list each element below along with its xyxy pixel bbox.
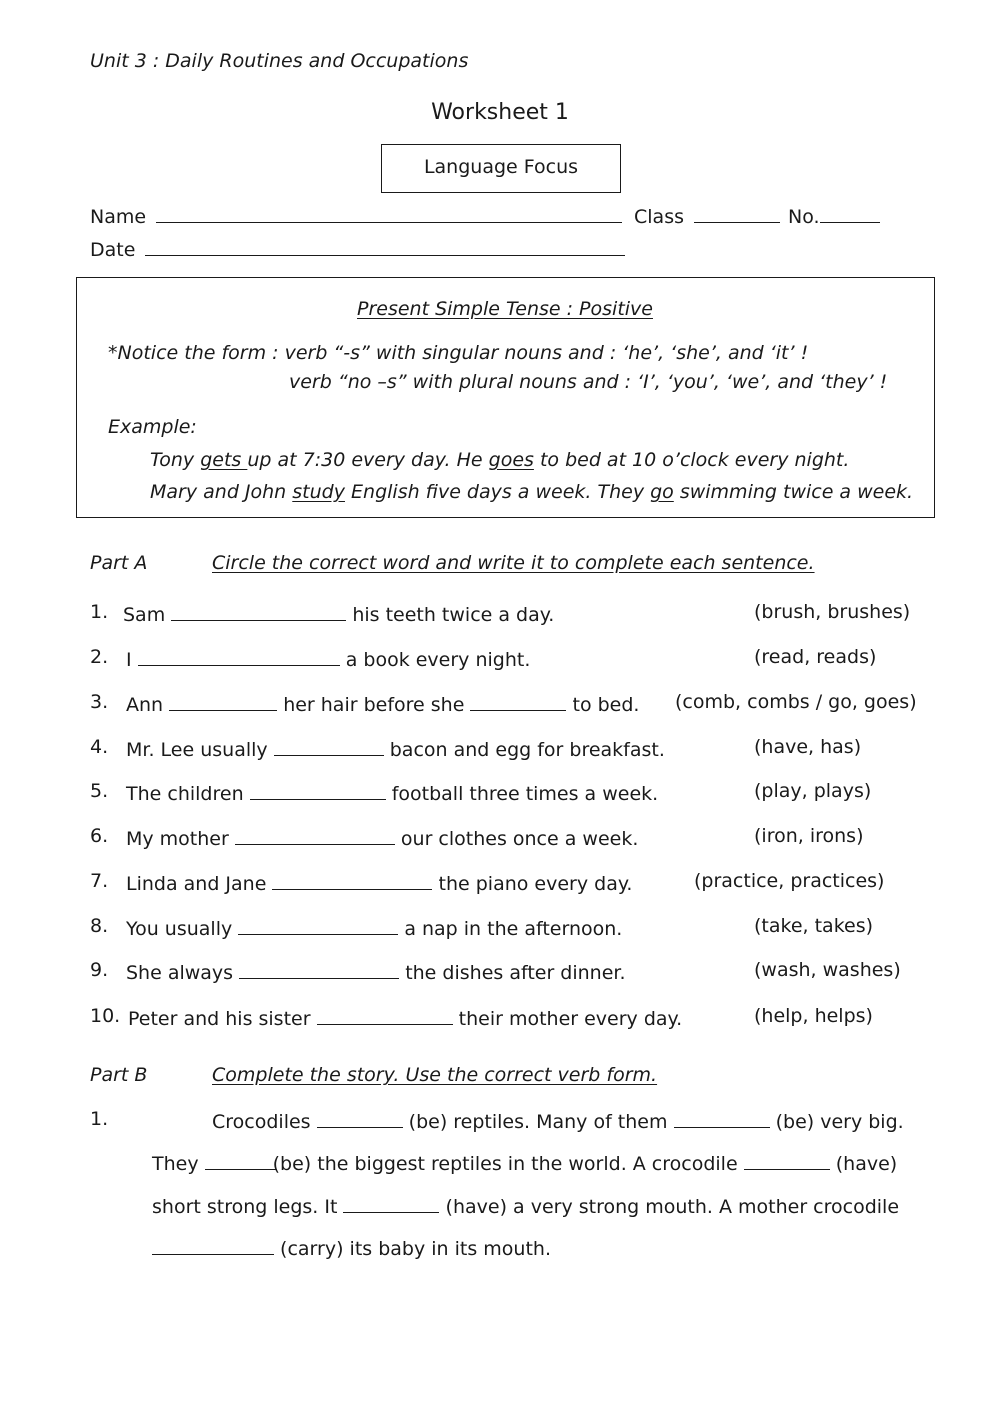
question-2	[90, 646, 920, 674]
name-row	[90, 203, 622, 228]
question-text	[123, 601, 554, 626]
part-a-instruction: Circle the correct word and write it to complete each sentence.	[212, 552, 815, 574]
question-options: (practice, practices)	[694, 870, 885, 892]
question-after: to bed.	[572, 694, 640, 716]
answer-blank[interactable]	[239, 959, 399, 979]
question-8	[90, 915, 920, 943]
language-focus-box	[381, 144, 621, 193]
question-number: 3.	[90, 691, 109, 713]
question-number: 4.	[90, 736, 109, 758]
no-field[interactable]	[820, 203, 880, 223]
question-number: 6.	[90, 825, 109, 847]
name-label: Name	[90, 206, 147, 228]
question-text	[126, 736, 665, 761]
question-after: bacon and egg for breakfast.	[389, 739, 665, 761]
answer-blank[interactable]	[238, 915, 398, 935]
question-5	[90, 780, 920, 808]
question-number: 9.	[90, 959, 109, 981]
question-text	[126, 825, 638, 850]
question-after: his teeth twice a day.	[352, 604, 555, 626]
class-row	[634, 203, 780, 228]
story-blank[interactable]	[674, 1108, 770, 1128]
question-after: a book every night.	[345, 649, 531, 671]
question-before: Mr. Lee usually	[126, 739, 268, 761]
question-number: 1.	[90, 601, 109, 623]
example1-part-c: up at 7:30 every day. He	[247, 449, 489, 471]
part-b-instruction: Complete the story. Use the correct verb form.	[212, 1064, 658, 1086]
answer-blank[interactable]	[235, 825, 395, 845]
example1-verb-gets: gets	[200, 449, 248, 471]
question-options: (brush, brushes)	[754, 601, 911, 623]
question-9	[90, 959, 920, 987]
story-text: (have)	[835, 1153, 898, 1175]
question-4	[90, 736, 920, 764]
question-before: Linda and Jane	[126, 873, 267, 895]
grammar-title: Present Simple Tense : Positive	[357, 298, 653, 320]
question-options: (take, takes)	[754, 915, 874, 937]
answer-blank[interactable]	[317, 1005, 453, 1025]
story-blank[interactable]	[205, 1150, 277, 1170]
question-number: 7.	[90, 870, 109, 892]
language-focus-label: Language Focus	[423, 156, 579, 178]
question-number: 5.	[90, 780, 109, 802]
question-text	[126, 691, 639, 716]
example2-verb-go: go	[650, 481, 674, 503]
question-before: Peter and his sister	[128, 1008, 311, 1030]
example1-part-a: Tony	[150, 449, 201, 471]
story-blank[interactable]	[152, 1235, 274, 1255]
example2-part-e: swimming twice a week.	[673, 481, 914, 503]
no-row	[788, 203, 880, 228]
story-line-3	[152, 1193, 899, 1218]
question-options: (comb, combs / go, goes)	[675, 691, 917, 713]
story-line-2	[152, 1150, 897, 1175]
question-options: (help, helps)	[754, 1005, 873, 1027]
question-after: the dishes after dinner.	[405, 962, 626, 984]
question-after: a nap in the afternoon.	[404, 918, 623, 940]
example2-part-a: Mary and John	[150, 481, 293, 503]
question-options: (wash, washes)	[754, 959, 901, 981]
story-blank[interactable]	[317, 1108, 403, 1128]
question-text	[128, 1005, 682, 1030]
answer-blank[interactable]	[171, 601, 346, 621]
example1-verb-goes: goes	[488, 449, 534, 471]
notice-line-1: *Notice the form : verb “-s” with singular nouns and : ‘he’, ‘she’, and ‘it’ !	[108, 342, 809, 364]
question-after: their mother every day.	[458, 1008, 683, 1030]
story-line-4	[152, 1235, 551, 1260]
part-a-label: Part A	[90, 552, 148, 574]
class-field[interactable]	[694, 203, 780, 223]
date-field[interactable]	[145, 236, 625, 256]
story-text: (carry) its baby in its mouth.	[280, 1238, 551, 1260]
example-label: Example:	[108, 416, 197, 438]
story-blank[interactable]	[343, 1193, 439, 1213]
notice-line-2: verb “no –s” with plural nouns and : ‘I’, ‘you’, ‘we’, and ‘they’ !	[289, 371, 888, 393]
story-text: Crocodiles	[212, 1111, 311, 1133]
date-label: Date	[90, 239, 136, 261]
date-row	[90, 236, 625, 261]
question-text	[126, 915, 622, 940]
answer-blank[interactable]	[274, 736, 384, 756]
question-after: football three times a week.	[391, 783, 659, 805]
question-options: (play, plays)	[754, 780, 872, 802]
example2-part-c: English five days a week. They	[344, 481, 651, 503]
question-options: (iron, irons)	[754, 825, 864, 847]
class-label: Class	[634, 206, 684, 228]
answer-blank[interactable]	[138, 646, 340, 666]
question-7	[90, 870, 920, 898]
example-sentence-2	[150, 481, 913, 503]
story-text: (have) a very strong mouth. A mother crocodile	[445, 1196, 900, 1218]
example-sentence-1	[150, 449, 849, 471]
question-6	[90, 825, 920, 853]
question-number: 8.	[90, 915, 109, 937]
question-after: the piano every day.	[438, 873, 633, 895]
unit-title: Unit 3 : Daily Routines and Occupations	[90, 50, 469, 72]
question-text	[126, 780, 658, 805]
question-text	[126, 646, 530, 671]
question-number: 10.	[90, 1005, 121, 1027]
question-options: (read, reads)	[754, 646, 877, 668]
answer-blank[interactable]	[470, 691, 566, 711]
question-1	[90, 601, 920, 629]
worksheet-title: Worksheet 1	[431, 100, 569, 125]
story-text: short strong legs. It	[152, 1196, 338, 1218]
question-10	[90, 1005, 920, 1033]
question-text	[126, 870, 632, 895]
question-number: 2.	[90, 646, 109, 668]
question-text	[126, 959, 626, 984]
question-middle: her hair before she	[283, 694, 465, 716]
part-b-label: Part B	[90, 1064, 148, 1086]
question-before: My mother	[126, 828, 229, 850]
question-before: You usually	[126, 918, 233, 940]
part-b-number: 1.	[90, 1108, 109, 1130]
question-before: I	[126, 649, 132, 671]
story-blank[interactable]	[744, 1150, 830, 1170]
question-before: Sam	[123, 604, 166, 626]
story-text: (be) very big.	[775, 1111, 904, 1133]
answer-blank[interactable]	[250, 780, 386, 800]
question-before: Ann	[126, 694, 164, 716]
answer-blank[interactable]	[272, 870, 432, 890]
story-text: (be) the biggest reptiles in the world. A crocodile	[272, 1153, 738, 1175]
question-after: our clothes once a week.	[400, 828, 639, 850]
story-text: They	[152, 1153, 199, 1175]
story-line-1	[212, 1108, 904, 1133]
question-options: (have, has)	[754, 736, 862, 758]
question-before: The children	[126, 783, 244, 805]
question-before: She always	[126, 962, 234, 984]
story-text: (be) reptiles. Many of them	[408, 1111, 668, 1133]
example2-verb-study: study	[292, 481, 345, 503]
example1-part-e: to bed at 10 o’clock every night.	[533, 449, 850, 471]
question-3	[90, 691, 920, 719]
answer-blank[interactable]	[169, 691, 277, 711]
name-field[interactable]	[156, 203, 622, 223]
no-label: No.	[788, 206, 820, 228]
